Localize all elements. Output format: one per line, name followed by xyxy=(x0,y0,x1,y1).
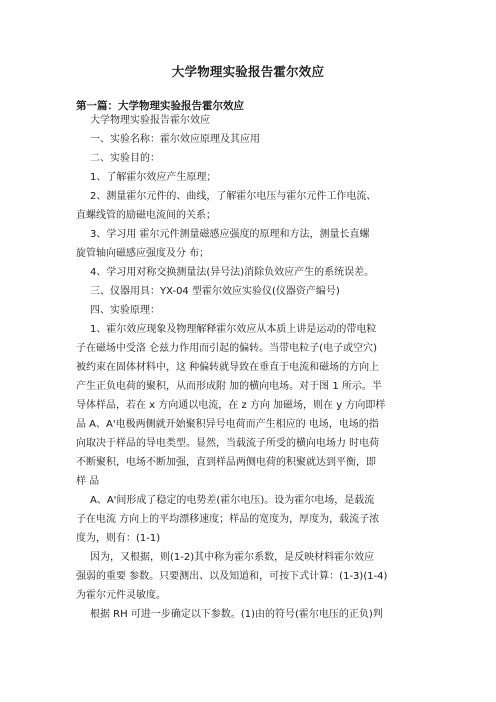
body-line: 样 品 xyxy=(76,476,100,487)
body-line: 子在电流 方向上的平均漂移速度；样品的宽度为，厚度为，载流子浓 xyxy=(76,514,380,525)
body-line: 4、学习用对称交换测量法(异号法)消除负效应产生的系统误差。 xyxy=(90,267,375,278)
body-line: A、A'间形成了稳定的电势差(霍尔电压)。设为霍尔电场，是载流 xyxy=(90,495,375,506)
body-line: 旋管轴向磁感应强度及分 布； xyxy=(76,248,210,259)
body-line: 大学物理实验报告霍尔效应 xyxy=(90,115,210,126)
body-line: 直螺线管的励磁电流间的关系； xyxy=(76,210,216,221)
body-line: 3、学习用 霍尔元件测量磁感应强度的原理和方法，测量长直螺 xyxy=(90,229,370,240)
body-line: 三、仪器用具：YX-04 型霍尔效应实验仪(仪器资产编号) xyxy=(90,286,340,297)
body-line: 向取决于样品的导电类型。显然，当载流子所受的横向电场力 时电荷 xyxy=(76,438,380,449)
document-title: 大学物理实验报告霍尔效应 xyxy=(171,64,325,79)
body-line: 度为，则有：(1-1) xyxy=(76,533,161,544)
body-line: 根据 RH 可进一步确定以下参数。(1)由的符号(霍尔电压的正负)判 xyxy=(90,609,383,620)
body-line: 为霍尔元件灵敏度。 xyxy=(76,590,166,601)
body-line: 子在磁场中受洛 仑兹力作用而引起的偏转。当带电粒子(电子或空穴) xyxy=(76,343,377,354)
body-line: 导体样品，若在 x 方向通以电流，在 z 方向 加磁场，则在 y 方向即样 xyxy=(76,400,386,411)
body-line: 产生正负电荷的聚积，从而形成附 加的横向电场。对于图 1 所示。半 xyxy=(76,381,382,392)
section-heading: 第一篇：大学物理实验报告霍尔效应 xyxy=(76,100,244,112)
body-line: 因为，又根据，则(1-2)其中称为霍尔系数，是反映材料霍尔效应 xyxy=(90,552,375,563)
body-line: 2、测量霍尔元件的、曲线，了解霍尔电压与霍尔元件工作电流、 xyxy=(90,191,377,202)
body-line: 不断聚积，电场不断加强，直到样品两侧电荷的积聚就达到平衡，即 xyxy=(76,457,376,468)
body-line: 1、霍尔效应现象及物理解释霍尔效应从本质上讲是运动的带电粒 xyxy=(90,324,377,335)
body-line: 二、实验目的： xyxy=(90,153,160,164)
body-line: 被约束在固体材料中，这 种偏转就导致在垂直于电流和磁场的方向上 xyxy=(76,362,380,373)
body-line: 一、实验名称：霍尔效应原理及其应用 xyxy=(90,134,260,145)
body-line: 1、了解霍尔效应产生原理； xyxy=(90,172,217,183)
body-line: 四、实验原理： xyxy=(90,305,160,316)
body-line: 强弱的重要 参数。只要测出、以及知道和，可按下式计算：(1-3)(1-4) xyxy=(76,571,388,582)
body-line: 品 A、A'电极两侧就开始聚积异号电荷而产生相应的 电场，电场的指 xyxy=(76,419,379,430)
